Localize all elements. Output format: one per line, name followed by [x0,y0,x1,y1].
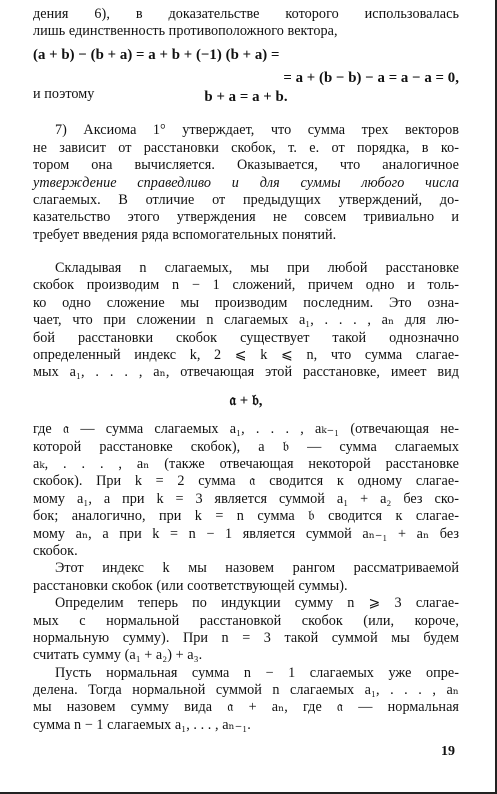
text-line: определенный индекс k, 2 ⩽ k ⩽ n, что сумма слагае- [33,347,459,364]
text-line: делена. Тогда нормальной суммой n слагаемых a₁, . . . , aₙ [33,682,459,699]
text-line: тором она вычисляется. Оказывается, что аналогичное [33,157,459,174]
text-line: требует введения ряда вспомогательных понятий. [33,226,337,243]
formula-line: = a + (b − b) − a = a − a = 0, [283,70,459,87]
text-line: мы назовем сумму вида 𝔞 + aₙ, где 𝔞 — нормальная [33,699,459,716]
text-line: где 𝔞 — сумма слагаемых a₁, . . . , aₖ₋₁ (отвечающая не- [33,421,459,438]
text-line: мых с нормальной расстановкой скобок (или, короче, [33,612,459,629]
text-line: дения 6), в доказательстве которого использовалась [33,6,459,22]
text-line: скобок. [33,542,78,559]
formula-line: 𝔞 + 𝔟, [229,392,263,409]
text-line: aₖ, . . . , aₙ (также отвечающая некоторой расстановке [33,455,459,472]
text-line: нормальную сумму). При n = 3 такой суммой мы будем [33,629,459,646]
text-line: которой расстановке скобок), а 𝔟 — сумма слагаемых [33,438,459,455]
page-text [33,6,459,734]
text-line: бок; аналогично, при k = n сумма 𝔟 сводится к слагае- [33,508,459,525]
text-line: Складывая n слагаемых, мы при любой расстановке [55,260,459,277]
page-number: 19 [441,744,455,759]
text-line: чает, что при сложении n слагаемых a₁, . . . , aₙ для лю- [33,312,459,329]
text-line: казательство этого утверждения не совсем тривиально и [33,209,459,226]
text-line: мому aₙ, а при k = n − 1 является суммой aₙ₋₁ + aₙ без [33,525,459,542]
text-line: считать сумму (a₁ + a₂) + a₃. [33,647,203,664]
text-line: 7) Аксиома 1° утверждает, что сумма трех векторов [55,122,459,139]
formula-line: (a + b) − (b + a) = a + b + (−1) (b + a) = [33,46,280,63]
text-line: Этот индекс k мы назовем рангом рассматриваемой [55,560,459,577]
text-line: мых a₁, . . . , aₙ, отвечающая этой расстановке, имеет вид [33,364,459,381]
text-line: расстановки скобок (или соответствующей суммы). [33,577,348,594]
text-line: утверждение справедливо и для суммы любого числа [33,174,459,191]
text-line: скобок). При k = 2 сумма 𝔞 сводится к одному слагае- [33,473,459,490]
text-line: бой расстановки скобок существует такой однозначно [33,329,459,346]
text-line: Определим теперь по индукции сумму n ⩾ 3 слагае- [55,595,459,612]
text-line: ко одно сложение мы производим последним. Это озна- [33,294,459,311]
text-line: лишь единственность противоположного вектора, [33,23,338,40]
text-line: слагаемых. В отличие от предыдущих утверждений, до- [33,191,459,208]
text-line: сумма n − 1 слагаемых a₁, . . . , aₙ₋₁. [33,716,251,733]
formula-line: b + a = a + b. [204,88,288,105]
text-line: мому a₁, а при k = 3 является суммой a₁ + a₂ без ско- [33,490,459,507]
text-line: не зависит от расстановки скобок, т. е. от порядка, в ко- [33,139,459,156]
text-line: скобок производим n − 1 сложений, причем одно и толь- [33,277,459,294]
text-line: и поэтому [33,85,95,102]
text-line: Пусть нормальная сумма n − 1 слагаемых уже опре- [55,664,459,681]
